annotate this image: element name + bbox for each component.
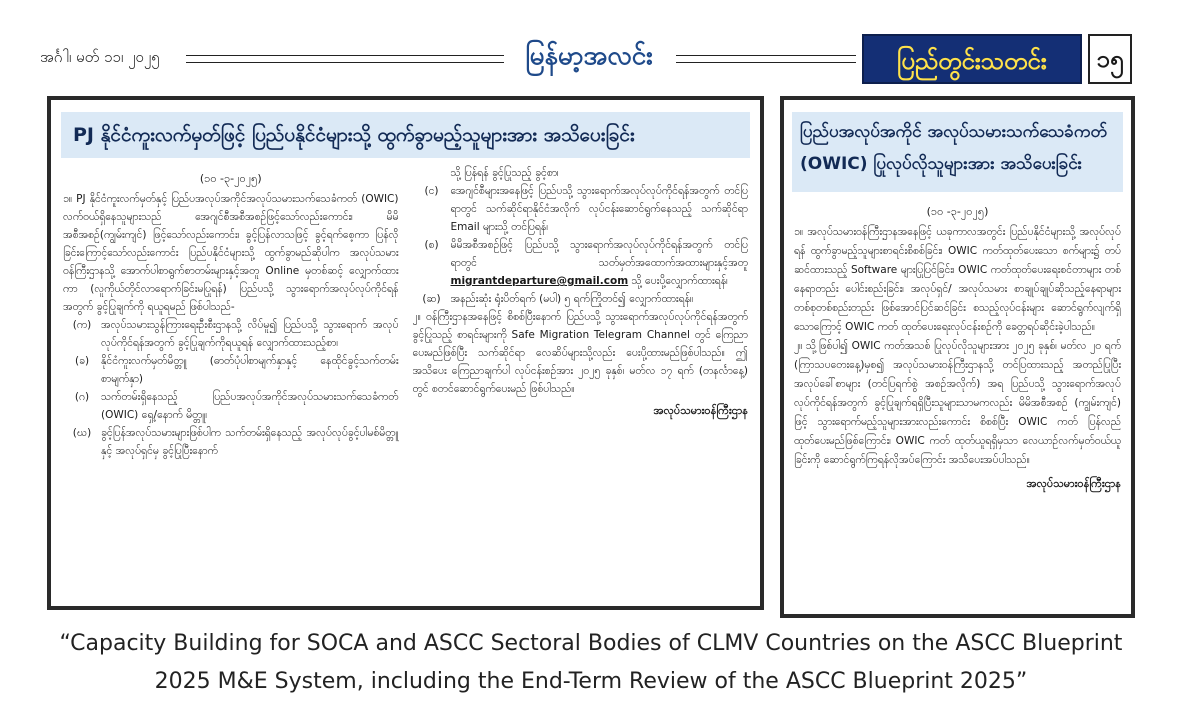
item-text: သက်တမ်းရှိနေသည့် ပြည်ပအလုပ်အကိုင်အလုပ်သမားသက်သေခံကတ် (OWIC) ရှေ့/နောက် မိတ္တူ၊: [101, 391, 399, 421]
article-right-para-1: ၁။ အလုပ်သမားဝန်ကြီးဌာနအနေဖြင့် ယခုကာလအတွင်း ပြည်ပနိုင်ငံများသို့ အလုပ်လုပ်ရန် ထွက်ခွာမည့်သူများစာရင်းစိစစ်ခြင်း၊ OWIC ကတ်ထုတ်ပေးသော စက်များ၌ တပ်ဆင်ထားသည့် Software များပြုပြင်ခြင်း၊ OWIC ကတ်ထုတ်ပေးရေးစင်တာများ တစ်နေရာတည်း ပေါင်းစည်းခြင်း၊ အလုပ်ရှင်/ အလုပ်သမား စာချုပ်ချုပ်ဆိုသည့်နေရာများ တစ်စုတစ်စည်းတည်း ဖြစ်အောင်ပြင်ဆင်ခြင်း စသည့်လုပ်ငန်းများ ဆောင်ရွက်လျက်ရှိသောကြောင့် OWIC ကတ် ထုတ်ပေးရေးလုပ်ငန်းစဉ်ကို ခေတ္တရပ်ဆိုင်းခဲ့ပါသည်။: [794, 226, 1121, 333]
article-left-para-2: ၂။ ဝန်ကြီးဌာနအနေဖြင့် စိစစ်ပြီးနောက် ပြည်ပသို့ သွားရောက်အလုပ်လုပ်ကိုင်ရန်အတွက် ခွင့်ပြုသည့် စာရင်းများကို Safe Migration Telegram Channel တွင် ကြေညာပေးမည်ဖြစ်ပြီး သက်ဆိုင်ရာ လေဆိပ်များသို့လည်း ပေးပို့ထားမည်ဖြစ်ပါသည်။ ဤအသိပေး ကြေညာချက်ပါ လုပ်ငန်းစဉ်အား ၂၀၂၅ ခုနှစ်၊ မတ်လ ၁၇ ရက် (တနင်္လာနေ့) တွင် စတင်ဆောင်ရွက်ပေးမည် ဖြစ်ပါသည်။: [412, 311, 748, 395]
item-label: (ခ): [74, 355, 90, 367]
item-text-suffix: သို့ ပေးပို့လျှောက်ထားရန်၊: [631, 275, 728, 287]
article-left-date: (၁၀ -၃-၂၀၂၅): [199, 172, 262, 185]
caption-line-2: 2025 M&E System, including the End-Term Review of the ASCC Blueprint 2025”: [154, 669, 1028, 694]
header-rule-right: [676, 55, 856, 63]
list-item: [413, 236, 749, 290]
article-right-date: (၁၀ -၃-၂၀၂၅): [926, 205, 989, 218]
list-item: [63, 424, 399, 460]
article-right-title: ပြည်ပအလုပ်အကိုင် အလုပ်သမားသက်သေခံကတ် (OWIC) ပြုလုပ်လိုသူများအား အသိပေးခြင်း: [792, 112, 1123, 192]
header-rule-left: [186, 55, 504, 63]
article-left-title: PJ နိုင်ငံကူးလက်မှတ်ဖြင့် ပြည်ပနိုင်ငံများသို့ ထွက်ခွာမည့်သူများအား အသိပေးခြင်း: [61, 112, 750, 158]
newspaper-brand: မြန်မာ့အလင်း: [525, 41, 653, 71]
item-label: [413, 164, 451, 182]
article-left-para-1: ၁။ PJ နိုင်ငံကူးလက်မှတ်နှင့် ပြည်ပအလုပ်အကိုင်အလုပ်သမားသက်သေခံကတ် (OWIC) လက်ဝယ်ရှိနေသူများသည် အေဂျင်စီအစီအစဉ်ဖြင့်သော်လည်းကောင်း၊ မိမိအစီအစဉ်(ကျွမ်းကျင်) ဖြင့်သော်လည်းကောင်း၊ ခွင့်ပြန်လာသဖြင့် ခွင့်ရက်စေ့ကာ ပြန်လိုခြင်းကြောင့်သော်လည်းကောင်း ပြည်ပနိုင်ငံများသို့ ထွက်ခွာမည်ဆိုပါက အလုပ်သမားဝန်ကြီးဌာနသို့ အောက်ပါစာရွက်စာတမ်းများနှင့်အတူ Online မှတစ်ဆင့် လျှောက်ထားကာ (လူကိုယ်တိုင်လာရောက်ခြင်းမပြုရန်) ပြည်ပသို့ သွားရောက်အလုပ်လုပ်ကိုင်ရန်အတွက် ခွင့်ပြုချက်ကို ရယူရမည် ဖြစ်ပါသည်-: [63, 193, 399, 313]
item-text-body: မိမိအစီအစဉ်ဖြင့် ပြည်ပသို့ သွားရောက်အလုပ်လုပ်ကိုင်ရန်အတွက် တင်ပြရာတွင် သတ်မှတ်အထောက်အထားများနှင့်အတူ: [450, 239, 748, 269]
caption-line-1: “Capacity Building for SOCA and ASCC Sectoral Bodies of CLMV Countries on the ASCC Blueprint: [59, 631, 1123, 656]
article-left-column-1: [63, 164, 399, 460]
image-caption: [0, 625, 1182, 701]
issue-date: အင်္ဂါ၊ မတ် ၁၁၊ ၂၀၂၅: [40, 48, 160, 66]
item-text: အနည်းဆုံး ရုံးပိတ်ရက် (မပါ) ၅ ရက်ကြိုတင်၍ လျှောက်ထားရန်။: [450, 293, 694, 305]
email-link[interactable]: migrantdeparture@gmail.com: [450, 275, 629, 287]
item-label: (စ): [424, 239, 439, 251]
list-item: [413, 290, 749, 308]
article-left-columns: [51, 158, 760, 460]
item-label: (က): [72, 319, 92, 331]
item-label: (ဂ): [74, 391, 90, 403]
list-item: [63, 388, 399, 424]
article-right-para-2: ၂။ သို့ဖြစ်ပါ၍ OWIC ကတ်အသစ် ပြုလုပ်လိုသူများအား ၂၀၂၅ ခုနှစ်၊ မတ်လ ၂၀ ရက် (ကြာသပတေးနေ့)မှစ၍ အလုပ်သမားဝန်ကြီးဌာနသို့ တင်ပြထားသည့် အတည်ပြုပြီး အလုပ်ခေါ်စာများ (တင်ပြရက်စွဲ အစဉ်အလိုက်) အရ ပြည်ပသို့ သွားရောက်အလုပ်လုပ်ကိုင်ရန်အတွက် ခွင့်ပြုချက်ရရှိပြီးသူများသာမကလည်း မိမိအစီအစဉ် (ကျွမ်းကျင်) ဖြင့် သွားရောက်မည့်သူများအားလည်းကောင်း စိစစ်ပြီး OWIC ကတ် ပြန်လည်ထုတ်ပေးမည်ဖြစ်ကြောင်း၊ OWIC ကတ် ထုတ်ယူရရှိမှသာ လေယာဉ်လက်မှတ်ဝယ်ယူခြင်းကို ဆောင်ရွက်ကြရန်လိုအပ်ကြောင်း အသိပေးအပ်ပါသည်။: [794, 340, 1121, 466]
item-text: နိုင်ငံကူးလက်မှတ်မိတ္တူ (ဓာတ်ပုံပါစာမျက်နှာနှင့် နေထိုင်ခွင့်သက်တမ်း စာမျက်နှာ): [101, 355, 399, 385]
article-right-body: [784, 192, 1131, 493]
article-right-signature: အလုပ်သမားဝန်ကြီးဌာန: [1026, 477, 1121, 490]
item-text: အလုပ်သမားသွန်ကြားရေးဦးစီးဌာနသို့ လိပ်မူ၍ ပြည်ပသို့ သွားရောက် အလုပ်လုပ်ကိုင်ရန်အတွက် ခွင့်ပြုချက်ကိုရယူရန် လျှောက်ထားသည့်စာ၊: [101, 319, 399, 349]
item-label: (င): [424, 185, 439, 197]
item-text: ခွင့်ပြန်အလုပ်သမားများဖြစ်ပါက သက်တမ်းရှိနေသည့် အလုပ်လုပ်ခွင့်ပါမစ်မိတ္တူနှင့် အလုပ်ရှင်မှ ခွင့်ပြုပြီးနောက်: [101, 427, 399, 457]
page-number: ၁၅: [1088, 34, 1132, 84]
section-title: ပြည်တွင်းသတင်း: [862, 34, 1082, 84]
item-text: [451, 236, 749, 290]
list-item: [413, 182, 749, 236]
article-left-column-2: [413, 164, 749, 460]
article-left-signature: အလုပ်သမားဝန်ကြီးဌာန: [653, 404, 748, 417]
item-text: သို့ ပြန်ရန် ခွင့်ပြုသည့် ခွင့်စာ၊: [450, 167, 559, 179]
item-label: (ဃ): [72, 427, 92, 439]
item-text: အေဂျင်စီများအနေဖြင့် ပြည်ပသို့ သွားရောက်အလုပ်လုပ်ကိုင်ရန်အတွက် တင်ပြရာတွင် သက်ဆိုင်ရာနိုင်ငံအလိုက် လုပ်ငန်းဆောင်ရွက်နေသည့် သက်ဆိုင်ရာ Email များသို့ တင်ပြရန်၊: [450, 185, 748, 233]
article-right: [780, 96, 1135, 618]
item-label: (ဆ): [422, 293, 441, 305]
list-item: [413, 164, 749, 182]
list-item: [63, 316, 399, 352]
list-item: [63, 352, 399, 388]
article-left: [47, 96, 764, 610]
